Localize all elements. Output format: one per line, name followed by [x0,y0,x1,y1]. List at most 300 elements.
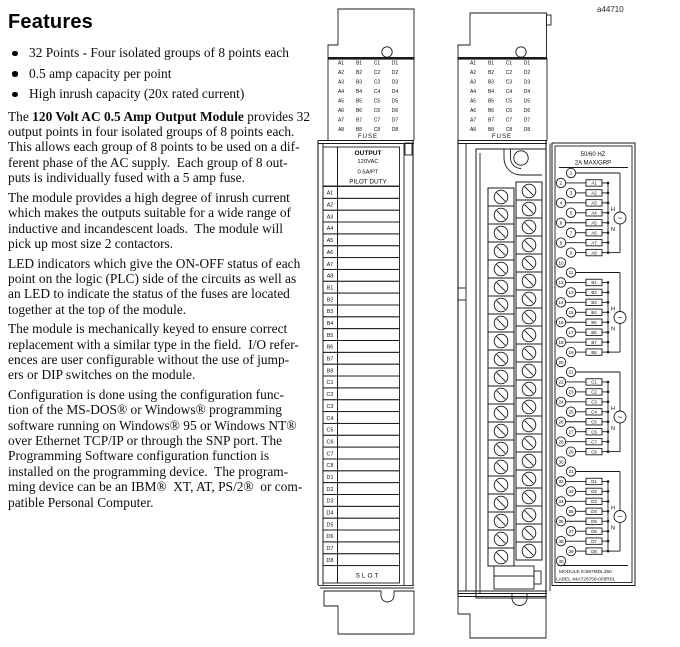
row-point-label: A8 [326,273,334,280]
led-point-label: D3 [391,79,399,86]
row-point-label: C7 [326,451,334,458]
screw-slot [525,385,534,394]
screw-slot [525,439,534,448]
load-label: C3 [591,399,597,405]
junction-dot [607,281,610,284]
neutral-label: N [610,525,615,532]
paragraph-line: installed on the programming device. The program- [8,463,289,479]
led-point-label: A2 [337,69,345,76]
intro-post: provides 32 [243,108,311,124]
load-label: A7 [591,240,597,246]
led-point-label: C2 [373,69,381,76]
wiring-diagram-insert [552,143,635,586]
load-label: A8 [591,250,597,256]
junction-dot [607,391,610,394]
neutral-label: N [610,426,615,432]
junction-dot [607,291,610,294]
junction-dot [607,221,610,224]
terminal-number: 8 [559,240,563,246]
led-point-label: C3 [505,79,513,86]
screw-slot [497,283,506,292]
row-indicator-box [338,388,400,400]
row-indicator-box [338,459,400,471]
bullet-text: 0.5 amp capacity per point [29,65,172,81]
row-indicator-box [338,352,400,364]
screw-slot [497,337,506,346]
screw-slot [525,475,534,484]
screw-slot [525,529,534,538]
led-point-label: C8 [373,126,381,133]
led-point-label: A4 [469,88,477,95]
load-label: B2 [591,290,597,296]
paragraph-line: replacement with a similar type in the field. I/O refer- [8,336,299,352]
load-label: D8 [591,548,597,554]
ac-symbol: ~ [617,312,623,323]
junction-dot [607,500,610,503]
load-label: D2 [591,489,597,495]
load-label: B1 [591,280,597,286]
row-point-label: D3 [326,498,334,505]
led-point-label: A3 [469,79,477,86]
door-latch [494,566,541,589]
screw-slot [497,301,506,310]
led-point-label: D4 [391,88,399,95]
junction-dot [607,480,610,483]
features-heading: Features [8,11,93,33]
junction-dot [607,550,610,553]
led-point-label: A2 [469,69,477,76]
terminal-number: 15 [568,310,574,315]
screw-slot [525,457,534,466]
rating-line: OUTPUT [354,150,382,157]
screw-slot [525,403,534,412]
terminal-number: 17 [568,329,574,335]
terminal-number: 33 [568,489,574,495]
load-label: D6 [591,528,597,534]
row-point-label: D5 [326,522,334,529]
module2-led-grid [470,60,530,133]
junction-dot [607,520,610,523]
led-point-label: B4 [355,88,363,95]
module-top-cap [328,9,414,58]
paragraph-line: which makes the outputs suitable for a wide range of [8,205,291,221]
terminal-number: 31 [568,469,574,475]
terminal-number: 23 [568,389,574,395]
keying-tab [512,594,527,606]
top-right-tab [405,143,412,155]
led-point-label: B2 [355,69,363,76]
terminal-number: 16 [558,319,564,325]
paragraph-line: The module is mechanically keyed to ensure correct [8,321,288,337]
junction-dot [607,530,610,533]
led-point-label: D8 [391,126,399,133]
insert-title: 50/60 HZ [580,152,606,158]
load-label: A5 [591,220,597,226]
led-point-label: D1 [391,60,399,67]
load-label: A6 [591,230,597,236]
junction-dot [607,211,610,214]
led-point-label: B3 [487,79,495,86]
terminal-number: 30 [558,459,564,465]
led-point-label: A7 [469,117,477,124]
screw-slot [525,277,534,286]
row-point-label: D4 [326,510,334,517]
row-point-label: C8 [326,463,334,470]
terminal-number: 28 [558,439,564,445]
terminal-number: 35 [568,509,574,514]
screw-slot [497,391,506,400]
screw-slot [525,241,534,250]
module1-diagram [318,9,414,634]
screw-slot [525,511,534,520]
module-bottom-cap [458,597,546,639]
row-point-label: B4 [326,321,334,328]
led-point-label: D6 [391,107,399,114]
paragraph-line: tion of the MS-DOS® or Windows® programming [8,402,282,418]
row-point-label: C4 [326,415,334,422]
led-point-label: B2 [487,69,495,76]
bullet-text: 32 Points - Four isolated groups of 8 points each [29,45,289,60]
led-point-label: C8 [505,126,513,133]
terminal-number: 19 [568,349,574,355]
row-indicator-box [338,198,400,210]
screw-slot [497,445,506,454]
slot-label-cell [323,566,338,583]
led-point-label: C5 [373,98,381,105]
module-top-cap [458,13,547,58]
junction-dot [607,410,610,413]
load-label: B7 [591,339,597,345]
paragraph-line: ming device can be an IBM® XT, AT, PS/2® or com- [8,479,303,495]
header-spacer-cell [323,147,338,186]
screw-slot [497,373,506,382]
led-point-label: A5 [469,98,477,105]
ac-symbol: ~ [617,511,623,522]
load-label: C8 [591,449,597,455]
row-indicator-box [338,412,400,424]
paragraph-line: ences are user configurable without the use of jump- [8,352,290,368]
row-indicator-box [338,340,400,352]
fuse-label: FUSE [491,134,513,140]
screw-slot [497,553,506,562]
insert-label-line: LABEL 44A726758-005R01 [556,577,616,583]
junction-dot [607,401,610,404]
terminal-number: 2 [559,180,563,186]
load-label: D1 [591,479,597,485]
junction-dot [607,490,610,493]
junction-dot [607,510,610,513]
terminal-number: 37 [568,528,574,534]
paragraph-line: Programming Software configuration function is [8,448,270,464]
screw-slot [525,547,534,556]
terminal-number: 25 [568,409,574,415]
load-label: A2 [591,190,597,196]
junction-dot [607,202,610,205]
latch-part [494,566,534,576]
terminal-number: 3 [569,190,573,196]
junction-dot [607,331,610,334]
row-indicator-box [338,494,400,506]
led-point-label: C4 [505,88,513,95]
hot-label: H [610,406,615,412]
led-point-label: B6 [487,107,495,114]
load-label: B5 [591,319,597,325]
junction-dot [607,540,610,543]
paragraph-line: output points in four isolated groups of 8 points each. [8,124,295,140]
led-point-label: C2 [505,69,513,76]
row-indicator-box [338,187,400,199]
row-indicator-box [338,329,400,341]
terminal-number: 26 [558,419,564,425]
row-point-label: D1 [326,475,334,482]
paragraph-line: software running on Windows® 95 or Windows NT® [8,417,297,433]
load-label: A3 [591,200,597,206]
row-point-label: D7 [326,546,334,553]
junction-dot [607,440,610,443]
load-label: A4 [591,210,597,216]
row-indicator-box [338,269,400,281]
screw-slot [525,331,534,340]
led-point-label: B7 [487,117,495,124]
latch-part [534,571,541,584]
paragraph-line: Configuration is done using the configuration func- [8,387,284,403]
terminal-number: 14 [558,300,564,306]
row-indicator-box [338,281,400,293]
junction-dot [607,420,610,423]
terminal-board-door [476,149,546,598]
load-label: C7 [591,439,597,445]
screw-slot [497,355,506,364]
row-indicator-box [338,210,400,222]
ac-symbol: ~ [617,212,623,223]
led-point-label: C7 [373,117,381,124]
led-point-label: B1 [487,60,495,67]
led-point-label: A1 [469,60,477,67]
paragraph-line: over Ethernet TCP/IP or through the SNP port. The [8,433,283,449]
screw-slot [497,319,506,328]
wiring-group [566,273,626,356]
row-point-label: A1 [326,190,334,197]
terminal-number: 5 [569,210,573,216]
screw-slot [497,499,506,508]
led-point-label: A6 [337,107,345,114]
row-point-label: A2 [326,202,334,209]
row-indicator-box [338,554,400,566]
junction-dot [607,430,610,433]
terminal-number: 22 [558,379,564,385]
led-point-label: C6 [373,107,381,114]
row-point-label: D2 [326,486,334,493]
rating-header [323,147,400,186]
door-mounting-hole [514,151,528,165]
led-point-label: B5 [355,98,363,105]
load-label: B4 [591,310,597,315]
top-right-tab [547,15,552,25]
terminal-number: 36 [558,518,564,524]
junction-dot [607,341,610,344]
paragraph-line: together at the top of the module. [8,301,187,317]
paragraph-line: point on the logic (PLC) side of the circuits as well as [8,270,297,286]
terminal-number: 10 [558,260,564,266]
terminal-number: 21 [568,369,574,375]
row-indicator-box [338,305,400,317]
screw-slot [497,409,506,418]
row-point-label: A4 [326,226,334,233]
load-label: D5 [591,518,597,524]
latch-part [494,576,534,589]
hot-label: H [610,306,615,313]
led-point-label: B1 [355,60,363,67]
led-point-label: D8 [523,126,531,133]
screw-slot [525,493,534,502]
led-point-label: C1 [505,60,513,67]
hole-housing-arc [504,150,521,176]
led-point-label: C1 [373,60,381,67]
led-point-label: C3 [373,79,381,86]
row-point-label: C5 [326,427,334,434]
led-point-label: A7 [337,117,345,124]
screw-slot [497,535,506,544]
row-indicator-box [338,447,400,459]
paragraph-line: The module provides a high degree of inrush current [8,189,290,205]
row-point-label: A5 [326,238,334,245]
terminal-number: 13 [568,290,574,296]
row-point-label: D8 [326,557,334,564]
row-indicator-box [338,530,400,542]
hot-label: H [610,207,615,213]
led-point-label: D5 [523,98,531,105]
led-point-label: B8 [487,126,495,133]
led-point-label: C5 [505,98,513,105]
screw-slot [497,463,506,472]
screw-slot [525,367,534,376]
module1-terminal-table [323,187,400,584]
row-indicator-box [338,376,400,388]
paragraph-line: This allows each group of 8 points to be used on a dif- [8,139,300,155]
load-label: B6 [591,329,597,335]
slot-label: SLOT [355,572,381,580]
paragraph-line: an LED to indicate the status of the fuses are located [8,286,290,302]
junction-dot [607,251,610,254]
junction-dot [607,182,610,185]
paragraph-line: inductive and incandescent loads. The module will [8,220,283,236]
load-label: C2 [591,389,597,395]
load-label: C4 [591,409,597,415]
screw-slot [497,247,506,256]
row-indicator-box [338,246,400,258]
figure-id: a44710 [597,5,624,14]
led-point-label: B4 [487,88,495,95]
mounting-hole [382,47,392,57]
load-label: C1 [591,379,597,385]
screw-slot [497,193,506,202]
led-point-label: A6 [469,107,477,114]
paragraph-line: LED indicators which give the ON-OFF status of each [8,255,301,271]
terminal-number: 6 [559,220,563,226]
hole-housing-arc [511,150,522,169]
led-point-label: A8 [469,126,477,133]
row-point-label: D6 [326,534,334,541]
led-point-label: D6 [523,107,531,114]
hot-label: H [610,505,615,512]
row-indicator-box [338,471,400,483]
row-indicator-box [338,423,400,435]
screw-slot [497,229,506,238]
rating-line: PILOT DUTY [349,178,387,186]
rating-line: 120VAC [357,159,379,165]
junction-dot [607,231,610,234]
row-point-label: C6 [326,439,334,446]
screw-slot [497,481,506,490]
module-bottom-cap [324,591,414,634]
row-indicator-box [338,400,400,412]
led-point-label: B5 [487,98,495,105]
terminal-number: 7 [569,230,573,236]
row-indicator-box [338,483,400,495]
load-label: D4 [591,509,597,514]
screw-slot [525,313,534,322]
wiring-group [566,472,626,555]
row-indicator-box [338,506,400,518]
paragraph-line: patible Personal Computer. [8,494,154,510]
paragraph-line: ers or DIP switches on the module. [8,367,196,383]
row-indicator-box [338,234,400,246]
terminal-number: 18 [558,339,564,345]
junction-dot [607,351,610,354]
screw-slot [525,205,534,214]
load-label: C5 [591,419,597,425]
led-point-label: B8 [355,126,363,133]
screw-slot [497,427,506,436]
mounting-hole [516,47,526,57]
screw-slot [497,517,506,526]
screw-slot [525,421,534,430]
load-label: D7 [591,538,597,544]
fuse-label: FUSE [357,134,379,140]
module2-diagram [458,13,551,638]
terminal-number: 40 [558,558,564,564]
screw-slot [525,187,534,196]
led-point-label: B3 [355,79,363,86]
terminal-number: 11 [568,270,574,276]
wiring-group [566,369,626,455]
screw-slot [525,259,534,268]
led-point-label: A8 [337,126,345,133]
junction-dot [607,311,610,314]
row-point-label: B2 [326,297,334,304]
load-label: A1 [591,180,597,186]
led-point-label: A3 [337,79,345,86]
junction-dot [607,381,610,384]
led-point-label: D4 [523,88,531,95]
row-point-label: B5 [326,332,334,339]
row-point-label: B8 [326,368,334,375]
led-point-label: A1 [337,60,345,67]
screw-slot [497,211,506,220]
led-point-label: B6 [355,107,363,114]
row-indicator-box [338,258,400,270]
terminal-number: 9 [569,250,573,256]
row-point-label: B1 [326,285,334,292]
led-point-label: C4 [373,88,381,95]
led-point-label: D2 [391,69,399,76]
row-point-label: A3 [326,214,334,221]
intro-pre: The [8,108,33,124]
led-point-label: D5 [391,98,399,105]
terminal-number: 39 [568,548,574,554]
load-label: B8 [591,349,597,355]
led-point-label: A4 [337,88,345,95]
